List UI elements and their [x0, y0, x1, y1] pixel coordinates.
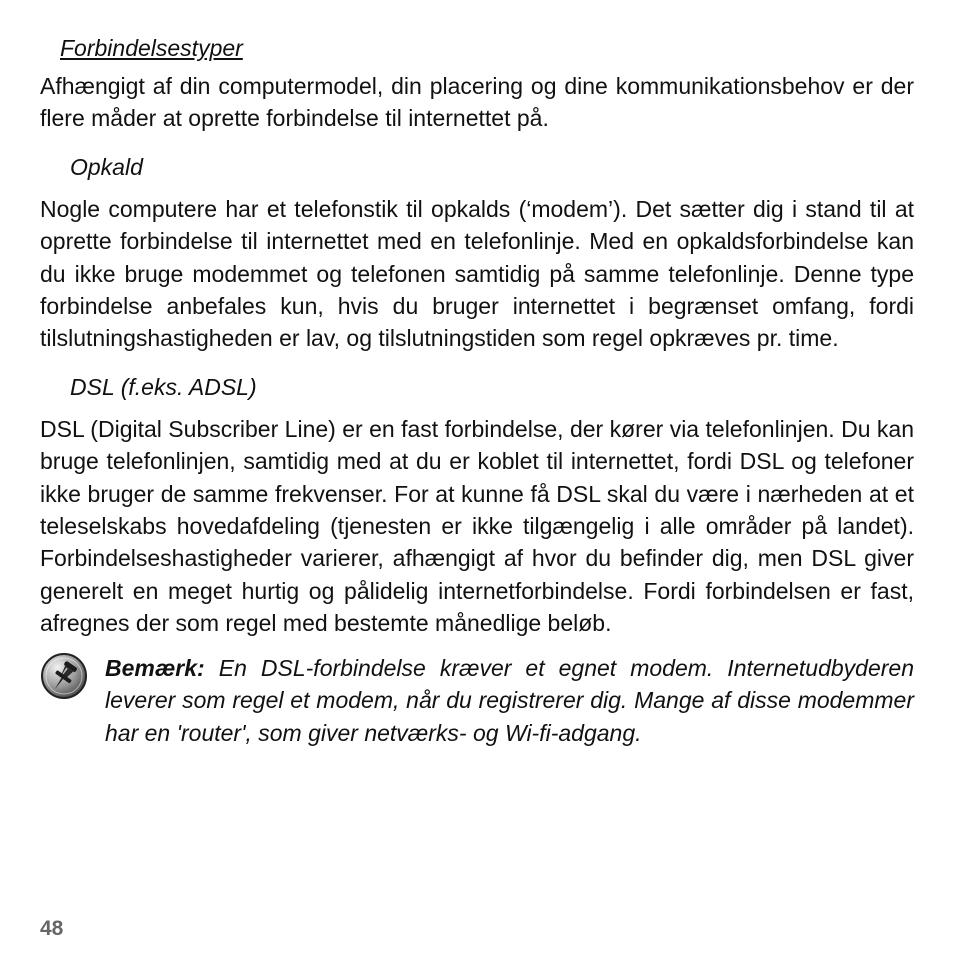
page-number: 48 [40, 917, 64, 940]
note-label: Bemærk: [105, 654, 205, 681]
page-content [40, 32, 914, 749]
note-box [40, 652, 914, 749]
section-heading-dialup: Opkald [70, 153, 143, 180]
pushpin-icon [40, 652, 88, 700]
section-paragraph-dsl: DSL (Digital Subscriber Line) er en fast forbindelse, der kører via telefonlinjen. Du kan bruge telefonlinjen, samtidig med at du er koblet til internettet, fordi DSL og telefoner ikke bruger de samme frekvenser. For at kunne få DSL skal du være i nærheden at et teleselskabs hovedafdeling (tjenesten er ikke tilgængelig i alle områder på landet). Forbindelseshastigheder varierer, afhængigt af hvor du befinder dig, men DSL giver generelt en meget hurtig og pålidelig internetforbindelse. Fordi forbindelsen er fast, afregnes der som regel med bestemte månedlige beløb. [40, 415, 914, 637]
section-heading-dsl: DSL (f.eks. ADSL) [70, 373, 257, 400]
note-body: En DSL-forbindelse kræver et egnet modem. Internetudbyderen leverer som regel et modem, når du registrerer dig. Mange af disse modemmer har en 'router', som giver netværks- og Wi-fi-adgang. [105, 654, 914, 746]
note-text [105, 652, 914, 749]
section-heading-connection-types: Forbindelsestyper [60, 35, 243, 61]
section-paragraph-dialup: Nogle computere har et telefonstik til opkalds (‘modem’). Det sætter dig i stand til at oprette forbindelse til internettet med en telefonlinje. Med en opkaldsforbindelse kan du ikke bruge modemmet og telefonen samtidig på samme telefonlinje. Denne type forbindelse anbefales kun, hvis du bruger internettet i begrænset omfang, fordi tilslutningshastigheden er lav, og tilslutningstiden som regel opkræves pr. time. [40, 195, 914, 352]
section-paragraph-connection-types: Afhængigt af din computermodel, din placering og dine kommunikationsbehov er der flere måder at oprette forbindelse til internettet på. [40, 73, 914, 132]
